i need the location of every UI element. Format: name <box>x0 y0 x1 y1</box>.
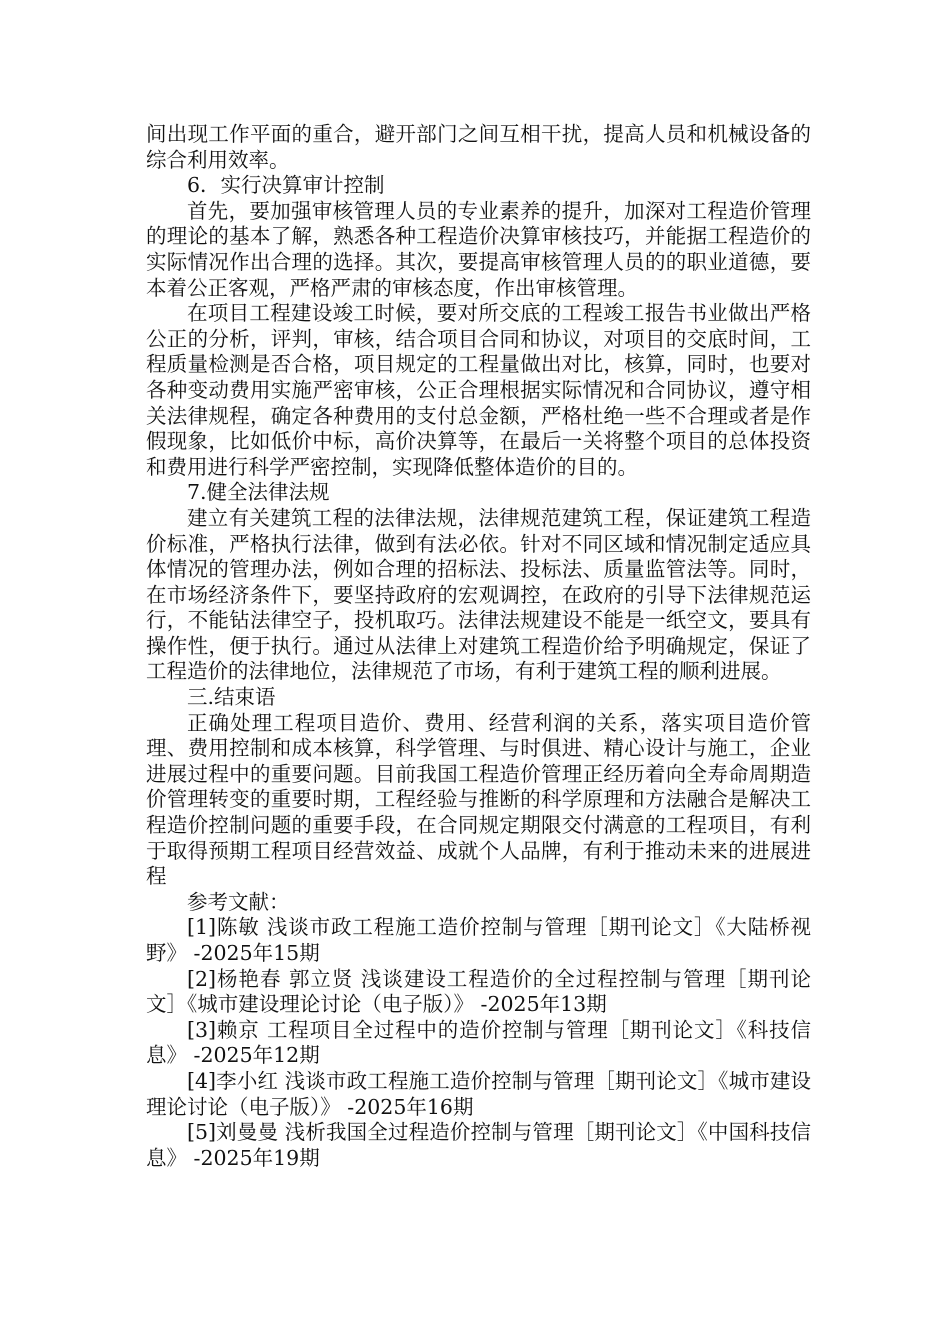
reference-item: [5]刘曼曼 浅析我国全过程造价控制与管理［期刊论文］《中国科技信息》 -2025年19期 <box>146 1120 811 1170</box>
body-paragraph: 首先，要加强审核管理人员的专业素养的提升，加深对工程造价管理的理论的基本了解，熟悉各种工程造价决算审核技巧，并能据工程造价的实际情况作出合理的选择。其次，要提高审核管理人员的的职业道德，要本着公正客观，严格严肃的审核态度，作出审核管理。 <box>146 198 811 300</box>
reference-item: [3]赖京 工程项目全过程中的造价控制与管理［期刊论文］《科技信息》 -2025年12期 <box>146 1017 811 1068</box>
body-paragraph: 正确处理工程项目造价、费用、经营利润的关系，落实项目造价管理、费用控制和成本核算，科学管理、与时俱进、精心设计与施工，企业进展过程中的重要问题。目前我国工程造价管理正经历着向全寿命周期造价管理转变的重要时期，工程经验与推断的科学原理和方法融合是解决工程造价控制问题的重要手段，在合同规定期限交付满意的工程项目，有利于取得预期工程项目经营效益、成就个人品牌，有利于推动未来的进展进程 <box>146 710 811 889</box>
body-paragraph: 在项目工程建设竣工时候，要对所交底的工程竣工报告书业做出严格公正的分析，评判，审核，结合项目合同和协议，对项目的交底时间，工程质量检测是否合格，项目规定的工程量做出对比，核算，同时，也要对各种变动费用实施严密审核，公正合理根据实际情况和合同协议，遵守相关法律规程，确定各种费用的支付总金额，严格杜绝一些不合理或者是作假现象，比如低价中标，高价决算等，在最后一关将整个项目的总体投资和费用进行科学严密控制，实现降低整体造价的目的。 <box>146 301 811 479</box>
section-heading: 三.结束语 <box>187 685 276 710</box>
section-heading: 7.健全法律法规 <box>187 480 330 505</box>
reference-item: [2]杨艳春 郭立贤 浅谈建设工程造价的全过程控制与管理［期刊论文］《城市建设理论讨论（电子版）》 -2025年13期 <box>146 966 811 1017</box>
body-paragraph: 间出现工作平面的重合，避开部门之间互相干扰，提高人员和机械设备的综合利用效率。 <box>146 122 811 172</box>
section-heading: 6．实行决算审计控制 <box>187 173 385 198</box>
document-page <box>146 122 811 1171</box>
reference-item: [1]陈敏 浅谈市政工程施工造价控制与管理［期刊论文］《大陆桥视野》 -2025年15期 <box>146 915 811 965</box>
body-paragraph: 建立有关建筑工程的法律法规，法律规范建筑工程，保证建筑工程造价标准，严格执行法律，做到有法必依。针对不同区域和情况制定适应具体情况的管理办法，例如合理的招标法、投标法、质量监管法等。同时，在市场经济条件下，要坚持政府的宏观调控，在政府的引导下法律规范运行，不能钻法律空子，投机取巧。法律法规建设不能是一纸空文，要具有操作性，便于执行。通过从法律上对建筑工程造价给予明确规定，保证了工程造价的法律地位，法律规范了市场，有利于建筑工程的顺利进展。 <box>146 505 811 684</box>
references-heading: 参考文献： <box>187 889 290 914</box>
reference-item: [4]李小红 浅谈市政工程施工造价控制与管理［期刊论文］《城市建设理论讨论（电子版）》 -2025年16期 <box>146 1068 811 1119</box>
